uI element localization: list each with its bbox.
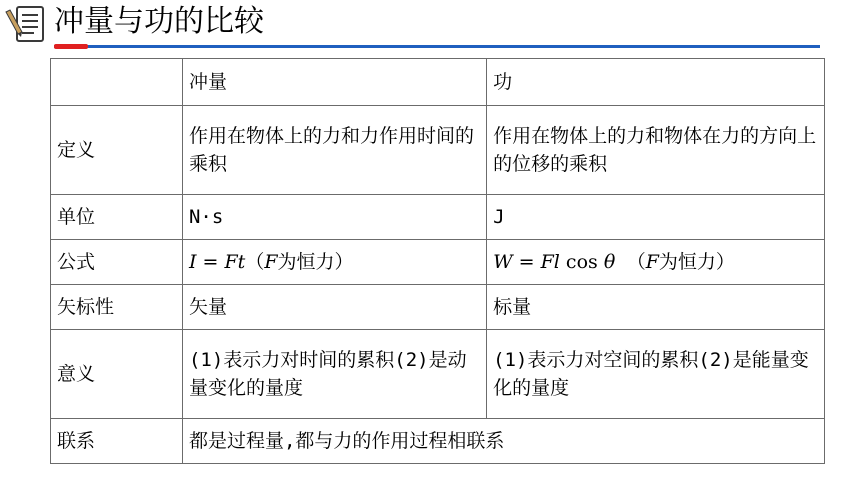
table-header-row (51, 59, 825, 106)
work-formula-lhs: W = Fl (493, 251, 560, 273)
note-text: 为恒力 (658, 251, 716, 273)
row-label: 公式 (51, 240, 183, 285)
row-label: 单位 (51, 195, 183, 240)
row-label: 定义 (51, 106, 183, 195)
table-row (51, 195, 825, 240)
impulse-formula-note: （F为恒力） (245, 251, 354, 273)
row-label: 意义 (51, 330, 183, 419)
title-accent-marker (54, 44, 88, 49)
note-text: 为恒力 (277, 251, 335, 273)
shared-cell: 都是过程量,都与力的作用过程相联系 (182, 419, 824, 464)
table-row (51, 106, 825, 195)
row-label: 矢标性 (51, 285, 183, 330)
work-cell: J (487, 195, 825, 240)
impulse-cell: N·s (182, 195, 486, 240)
impulse-cell (182, 240, 486, 285)
header-cell-impulse: 冲量 (182, 59, 486, 106)
table-row (51, 419, 825, 464)
work-formula (493, 251, 615, 273)
cos-function: cos (565, 251, 598, 273)
theta-symbol: θ (603, 251, 616, 273)
work-cell (487, 240, 825, 285)
force-symbol: F (645, 251, 659, 273)
work-formula-note: （F为恒力） (615, 251, 735, 273)
work-cell: 作用在物体上的力和物体在力的方向上的位移的乘积 (487, 106, 825, 195)
checklist-pencil-icon (4, 4, 46, 46)
force-symbol: F (264, 251, 278, 273)
table-row (51, 240, 825, 285)
table-row (51, 330, 825, 419)
impulse-cell: 作用在物体上的力和力作用时间的乘积 (182, 106, 486, 195)
work-cell: (1)表示力对空间的累积(2)是能量变化的量度 (487, 330, 825, 419)
page-title: 冲量与功的比较 (54, 4, 264, 39)
row-label: 联系 (51, 419, 183, 464)
impulse-formula: I = Ft (188, 251, 246, 273)
header-cell-empty (51, 59, 183, 106)
header-cell-work: 功 (487, 59, 825, 106)
impulse-cell: (1)表示力对时间的累积(2)是动量变化的量度 (182, 330, 486, 419)
impulse-cell: 矢量 (182, 285, 486, 330)
work-cell: 标量 (487, 285, 825, 330)
table-row (51, 285, 825, 330)
comparison-table (50, 58, 825, 464)
title-underline (54, 45, 820, 48)
